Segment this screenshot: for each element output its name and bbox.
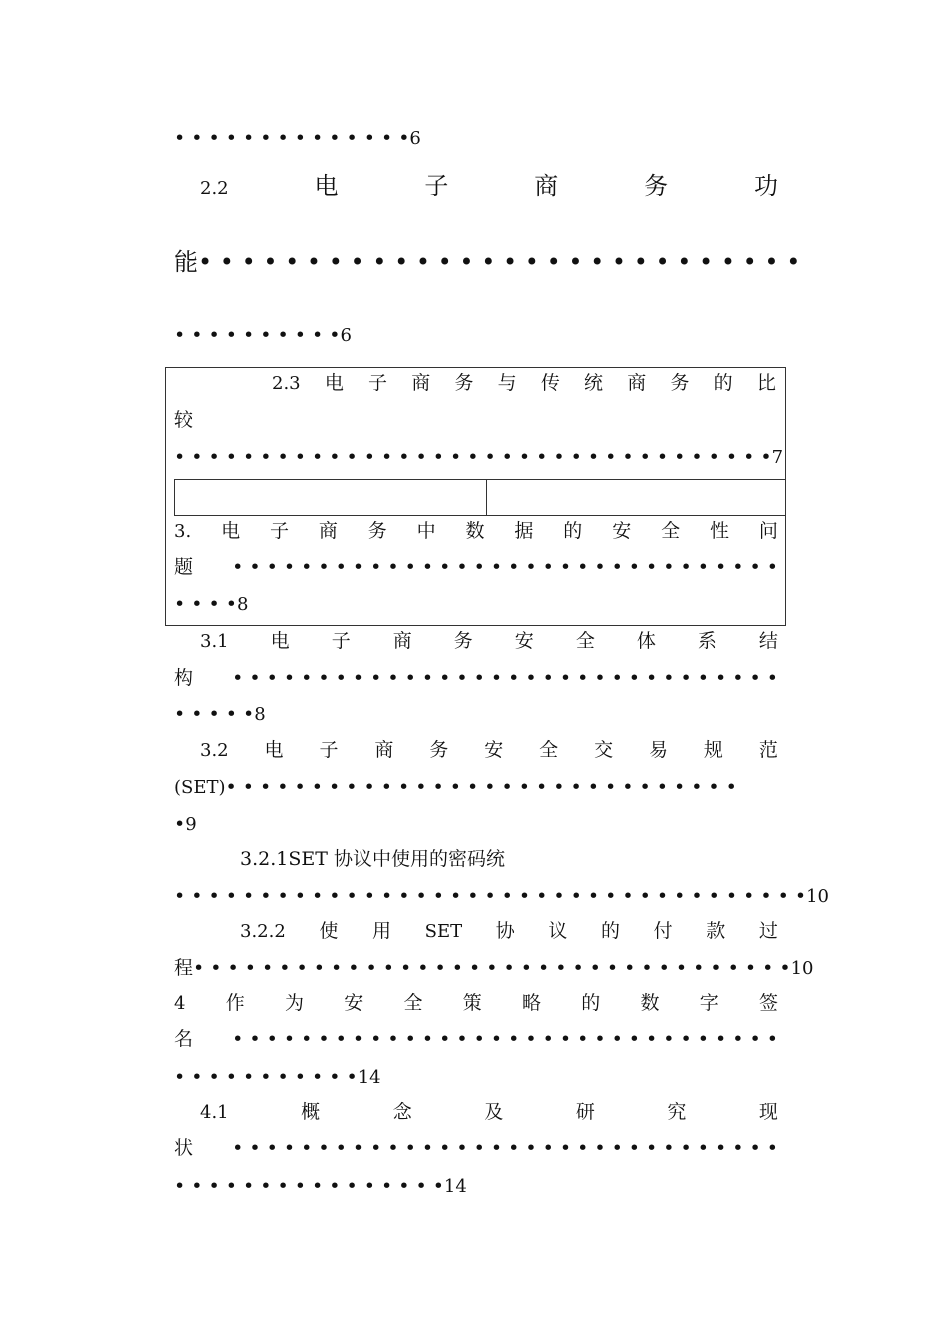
section-number: 3.1 (200, 631, 229, 652)
heading-char: 字 (699, 992, 719, 1014)
toc-heading-4-1 (200, 1100, 778, 1124)
heading-char: 安 (344, 992, 364, 1014)
toc-line (174, 126, 778, 150)
page-number: 10 (806, 886, 829, 907)
heading-char: 数 (465, 520, 485, 542)
heading-char: 全 (575, 630, 595, 652)
toc-line (174, 1174, 778, 1198)
leader-dots: • • • • • • • • • • • • • • • • • • • • • • • • • • • • • • • • (232, 1137, 778, 1159)
toc-heading-2-3 (272, 371, 776, 395)
toc-heading-3-1 (200, 629, 778, 653)
heading-char: 务 (644, 172, 669, 200)
leader-dots: • • • • • • • • • • • • • • • • • • • • • • • • • • • • (198, 248, 801, 276)
toc-line (174, 775, 778, 799)
heading-char: 名 (174, 1028, 194, 1050)
leader-dots: • (174, 813, 186, 835)
leader-dots: • • • • • • • • • • • • • • (174, 127, 410, 149)
heading-char: 略 (521, 992, 541, 1014)
heading-char: SET (424, 921, 463, 942)
heading-char: 电 (270, 630, 290, 652)
toc-heading-3-2-1 (240, 847, 778, 871)
leader-dots: • • • • • (174, 703, 255, 725)
toc-line (174, 555, 778, 579)
toc-line (174, 812, 778, 836)
heading-char: 为 (284, 992, 304, 1014)
heading-char: 与 (497, 372, 517, 394)
heading-char: 现 (758, 1101, 778, 1123)
page-number: 7 (771, 447, 784, 468)
heading-char: 概 (301, 1101, 321, 1123)
heading-char: 规 (703, 739, 723, 761)
heading-char: 子 (368, 372, 388, 394)
heading-char: 电 (221, 520, 241, 542)
leader-dots: • • • • • • • • • • • • • • • • • • • • • • • • • • • • • • • • (232, 667, 778, 689)
heading-char: 体 (636, 630, 656, 652)
heading-char: 商 (534, 172, 559, 200)
heading-char: 研 (575, 1101, 595, 1123)
toc-line (174, 884, 829, 908)
leader-dots: • • • • • • • • • • (174, 324, 341, 346)
heading-char: 及 (484, 1101, 504, 1123)
heading-char: 统 (584, 372, 604, 394)
heading-char: 究 (667, 1101, 687, 1123)
heading-char: 易 (649, 739, 669, 761)
heading-char: 议 (548, 920, 568, 942)
heading-char: 据 (514, 520, 534, 542)
leader-dots: • • • • • • • • • • • • • • • • • • • • • • • • • • • • • • (225, 776, 737, 798)
heading-char: 系 (697, 630, 717, 652)
heading-char: 全 (403, 992, 423, 1014)
toc-table-empty-cell-left (174, 479, 487, 516)
heading-char: 电 (324, 372, 344, 394)
heading-char: 范 (758, 739, 778, 761)
page-number: 9 (185, 814, 197, 835)
page-number: 8 (254, 704, 266, 725)
heading-char: 较 (174, 409, 194, 431)
heading-char: 全 (539, 739, 559, 761)
heading-char: 的 (563, 520, 583, 542)
leader-dots: • • • • • • • • • • • • • • • • • • • • • • • • • • • • • • • • (232, 1028, 778, 1050)
heading-text: 3.2.1SET 协议中使用的密码统 (240, 848, 505, 870)
heading-char: 务 (453, 630, 473, 652)
heading-char: 电 (264, 739, 284, 761)
page-number: 10 (790, 958, 814, 979)
leader-dots: • • • • • • • • • • • • • • • • • • • • • • • • • • • • • • • • • • • (174, 446, 772, 468)
heading-char: 结 (758, 630, 778, 652)
heading-char: 状 (174, 1137, 194, 1159)
toc-line (174, 323, 778, 347)
leader-dots: • • • • • • • • • • • (174, 1066, 358, 1088)
heading-char: 程 (174, 957, 194, 979)
heading-char: 比 (756, 372, 776, 394)
leader-dots: • • • • • • • • • • • • • • • • • • • • • • • • • • • • • • • • • • • (193, 957, 791, 979)
toc-heading-3 (174, 519, 778, 543)
page-number: 14 (443, 1176, 467, 1197)
heading-char: 款 (706, 920, 726, 942)
heading-char: 题 (174, 556, 194, 578)
section-number: 4.1 (200, 1102, 229, 1123)
toc-line (174, 1065, 778, 1089)
toc-line (174, 445, 784, 469)
leader-dots: • • • • • • • • • • • • • • • • • • • • • • • • • • • • • • • • (232, 556, 778, 578)
heading-text: (SET) (174, 777, 226, 798)
heading-char: 中 (416, 520, 436, 542)
section-number: 3.2.2 (240, 921, 286, 942)
toc-line (174, 246, 801, 278)
heading-char: 签 (758, 992, 778, 1014)
heading-char: 付 (653, 920, 673, 942)
heading-char: 能 (174, 248, 198, 276)
heading-char: 电 (314, 172, 339, 200)
toc-heading-3-2 (200, 738, 778, 762)
heading-char: 数 (640, 992, 660, 1014)
heading-char: 使 (319, 920, 339, 942)
heading-char: 全 (661, 520, 681, 542)
heading-char: 子 (424, 172, 449, 200)
heading-char: 安 (514, 630, 534, 652)
leader-dots: • • • • (174, 593, 237, 615)
page-number: 14 (357, 1067, 381, 1088)
heading-char: 的 (713, 372, 733, 394)
heading-char: 协 (495, 920, 515, 942)
heading-char: 务 (429, 739, 449, 761)
heading-char: 务 (454, 372, 474, 394)
toc-table-empty-cell-right (486, 479, 786, 516)
heading-char: 作 (225, 992, 245, 1014)
section-number: 2.3 (272, 373, 301, 394)
section-number: 4 (174, 993, 186, 1014)
heading-char: 功 (753, 172, 778, 200)
heading-char: 务 (367, 520, 387, 542)
toc-line (174, 408, 778, 432)
heading-char: 传 (540, 372, 560, 394)
toc-line (174, 666, 778, 690)
toc-line (174, 956, 814, 980)
heading-char: 安 (612, 520, 632, 542)
leader-dots: • • • • • • • • • • • • • • • • • • • • • • • • • • • • • • • • • • • • • (174, 885, 807, 907)
heading-char: 商 (318, 520, 338, 542)
heading-char: 的 (601, 920, 621, 942)
toc-line (174, 592, 778, 616)
heading-char: 交 (594, 739, 614, 761)
page-number: 6 (340, 325, 352, 346)
heading-char: 商 (411, 372, 431, 394)
heading-char: 问 (758, 520, 778, 542)
toc-heading-4 (174, 991, 778, 1015)
heading-char: 务 (670, 372, 690, 394)
toc-line (174, 1027, 778, 1051)
toc-heading-2-2 (200, 170, 778, 202)
toc-line (174, 702, 778, 726)
toc-heading-3-2-2 (240, 919, 778, 943)
heading-char: 策 (462, 992, 482, 1014)
heading-char: 商 (374, 739, 394, 761)
heading-char: 安 (484, 739, 504, 761)
toc-line (174, 1136, 778, 1160)
heading-char: 的 (581, 992, 601, 1014)
page-number: 8 (236, 594, 249, 615)
section-number: 3.2 (200, 740, 229, 761)
heading-char: 商 (392, 630, 412, 652)
section-number: 2.2 (200, 178, 229, 199)
heading-char: 性 (709, 520, 729, 542)
heading-char: 子 (319, 739, 339, 761)
heading-char: 构 (174, 667, 194, 689)
heading-char: 商 (627, 372, 647, 394)
section-number: 3. (174, 521, 192, 542)
heading-char: 过 (758, 920, 778, 942)
heading-char: 子 (331, 630, 351, 652)
heading-char: 用 (372, 920, 392, 942)
heading-char: 念 (392, 1101, 412, 1123)
leader-dots: • • • • • • • • • • • • • • • • (174, 1175, 444, 1197)
heading-char: 子 (269, 520, 289, 542)
page-number: 6 (409, 128, 421, 149)
